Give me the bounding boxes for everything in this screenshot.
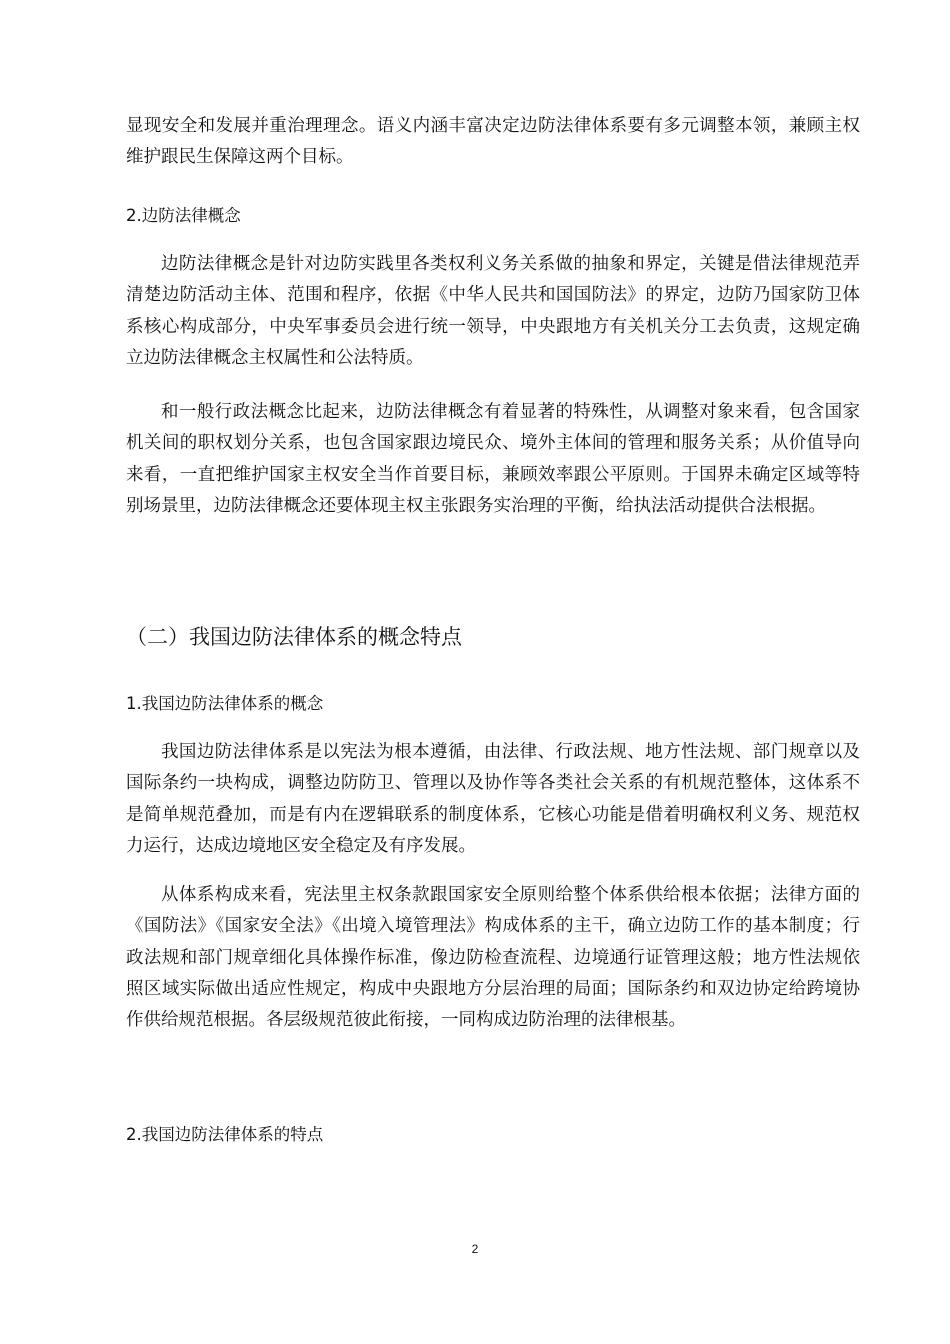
paragraph-concept-particularity: 和一般行政法概念比起来，边防法律概念有着显著的特殊性，从调整对象来看，包含国家机关间的职权划分关系，也包含国家跟边境民众、境外主体间的管理和服务关系；从价值导向来看，一直把维护国家主权安全当作首要目标，兼顾效率跟公平原则。于国界未确定区域等特别场景里，边防法律概念还要体现主权主张跟务实治理的平衡，给执法活动提供合法根据。 [126, 402, 860, 516]
page-number: 2 [471, 1242, 479, 1256]
paragraph-continuation: 显现安全和发展并重治理理念。语义内涵丰富决定边防法律体系要有多元调整本领，兼顾主权维护跟民生保障这两个目标。 [126, 116, 860, 168]
paragraph-concept-definition: 边防法律概念是针对边防实践里各类权利义务关系做的抽象和界定，关键是借法律规范弄清楚边防活动主体、范围和程序，依据《中华人民共和国国防法》的界定，边防乃国家防卫体系核心构成部分，中央军事委员会进行统一领导，中央跟地方有关机关分工去负责，这规定确立边防法律概念主权属性和公法特质。 [126, 254, 860, 368]
section-title: （二）我国边防法律体系的概念特点 [126, 625, 462, 649]
subheading-system-features: 2.我国边防法律体系的特点 [126, 1125, 324, 1144]
subheading-system-concept: 1.我国边防法律体系的概念 [126, 694, 324, 713]
paragraph-system-composition: 从体系构成来看，宪法里主权条款跟国家安全原则给整个体系供给根本依据；法律方面的《国防法》《国家安全法》《出境入境管理法》构成体系的主干，确立边防工作的基本制度；行政法规和部门规章细化具体操作标准，像边防检查流程、边境通行证管理这般；地方性法规依照区域实际做出适应性规定，构成中央跟地方分层治理的局面；国际条约和双边协定给跨境协作供给规范根据。各层级规范彼此衔接，一同构成边防治理的法律根基。 [126, 885, 860, 1031]
paragraph-system-definition: 我国边防法律体系是以宪法为根本遵循，由法律、行政法规、地方性法规、部门规章以及国际条约一块构成，调整边防防卫、管理以及协作等各类社会关系的有机规范整体，这体系不是简单规范叠加，而是有内在逻辑联系的制度体系，它核心功能是借着明确权利义务、规范权力运行，达成边境地区安全稳定及有序发展。 [126, 742, 860, 856]
subheading-border-law-concept: 2.边防法律概念 [126, 206, 241, 225]
